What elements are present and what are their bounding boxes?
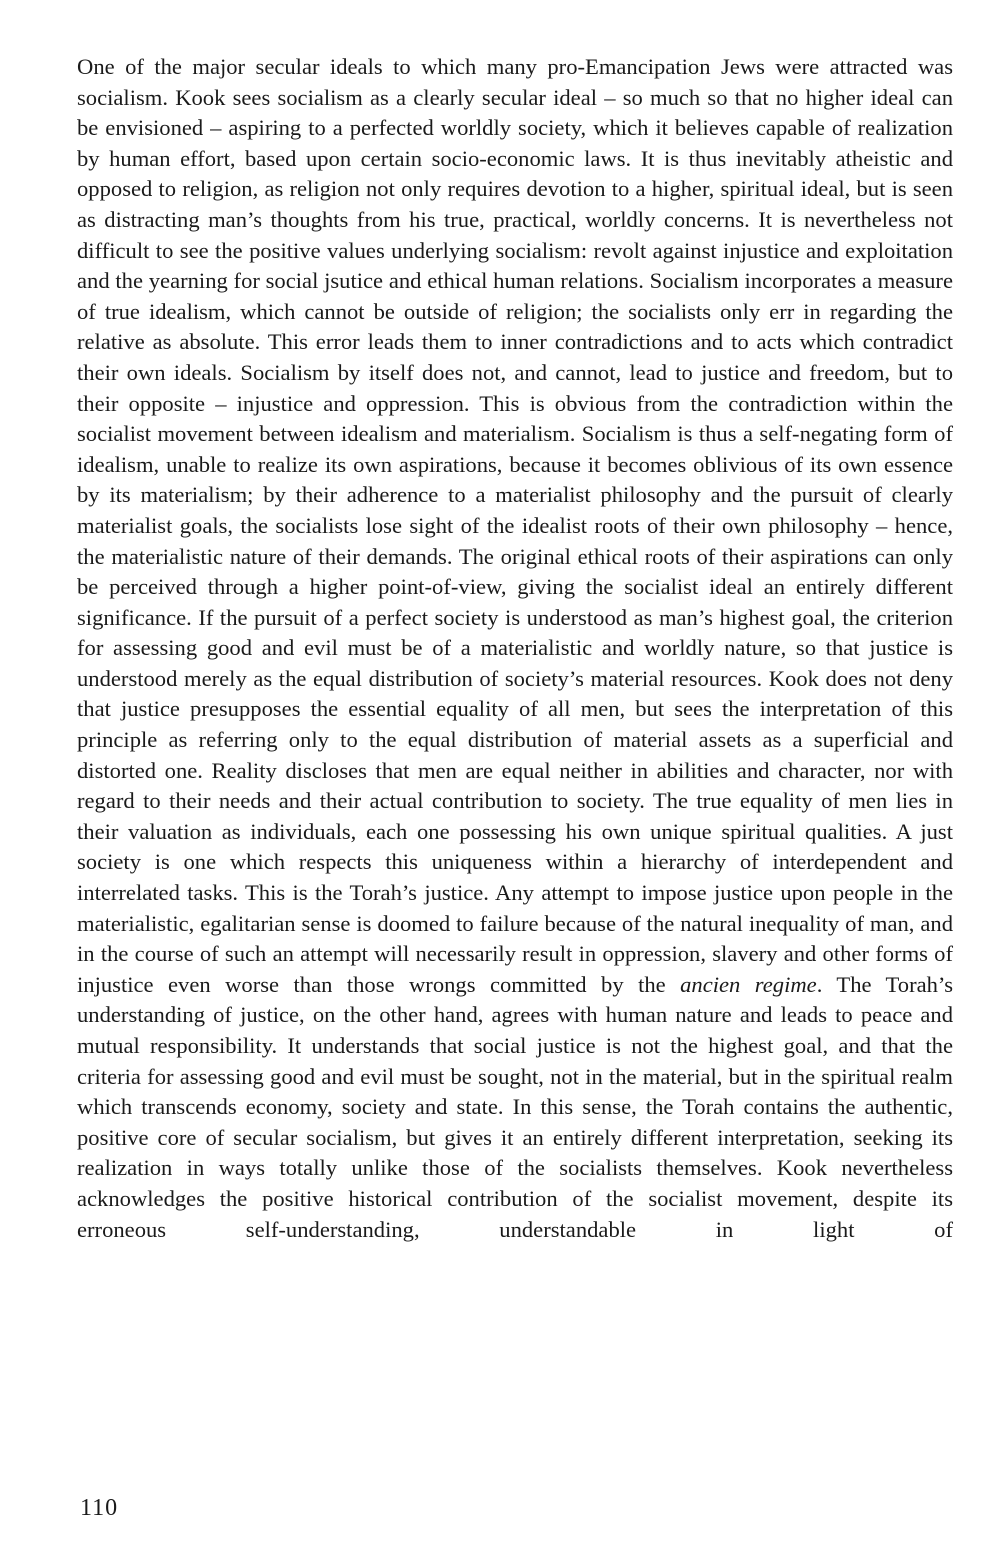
paragraph-text-part-2: . The Torah’s understanding of justice, on the other hand, agrees with human nature and leads to peace and mutual responsibility. It understands that social justice is not the highest goal, and that the criteria for assessing good and evil must be sought, not in the material, but in the spiritual realm which transcends economy, society and state. In this sense, the Torah contains the authentic, positive core of secular socialism, but gives it an entirely different interpretation, seeking its realization in ways totally unlike those of the socialists themselves. Kook nevertheless acknowledges the positive historical contribution of the socialist movement, despite its erroneous self-understanding, understandable in light of: [77, 971, 953, 1242]
page-number: 110: [80, 1495, 119, 1521]
paragraph-text-part-1: One of the major secular ideals to which many pro-Emancipation Jews were attracted was socialism. Kook sees socialism as a clearly secular ideal – so much so that no higher ideal can be envisioned – aspiring to a perfected worldly society, which it believes capable of realization by human effort, based upon certain socio-economic laws. It is thus inevitably atheistic and opposed to religion, as religion not only requires devotion to a higher, spiritual ideal, but is seen as distracting man’s thoughts from his true, practical, worldly concerns. It is nevertheless not difficult to see the positive values underlying socialism: revolt against injustice and exploitation and the yearning for social jsutice and ethical human relations. Socialism incorporates a measure of true idealism, which cannot be outside of religion; the socialists only err in regarding the relative as absolute. This error leads them to inner contradictions and to acts which contradict their own ideals. Socialism by itself does not, and cannot, lead to justice and freedom, but to their opposite – injustice and oppression. This is obvious from the contradiction within the socialist movement between idealism and materialism. Socialism is thus a self-negating form of idealism, unable to realize its own aspirations, because it becomes oblivious of its own essence by its materialism; by their adherence to a materialist philosophy and the pursuit of clearly materialist goals, the socialists lose sight of the idealist roots of their own philosophy – hence, the materialistic nature of their demands. The original ethical roots of their aspirations can only be perceived through a higher point-of-view, giving the socialist ideal an entirely different significance. If the pursuit of a perfect society is understood as man’s highest goal, the criterion for assessing good and evil must be of a materialistic and worldly nature, so that justice is understood merely as the equal distribution of society’s material resources. Kook does not deny that justice presupposes the essential equality of all men, but sees the interpretation of this principle as referring only to the equal distribution of material assets as a superficial and distorted one. Reality discloses that men are equal neither in abilities and character, nor with regard to their needs and their actual contribution to society. The true equality of men lies in their valuation as individuals, each one possessing his own unique spiritual qualities. A just society is one which respects this uniqueness within a hierarchy of interdependent and interrelated tasks. This is the Torah’s justice. Any attempt to impose justice upon people in the materialistic, egalitarian sense is doomed to failure because of the natural inequality of man, and in the course of such an attempt will necessarily result in oppression, slavery and other forms of injustice even worse than those wrongs committed by the: [77, 54, 953, 997]
italic-phrase-ancien-regime: ancien regime: [680, 971, 817, 997]
body-paragraph: [77, 52, 953, 1245]
